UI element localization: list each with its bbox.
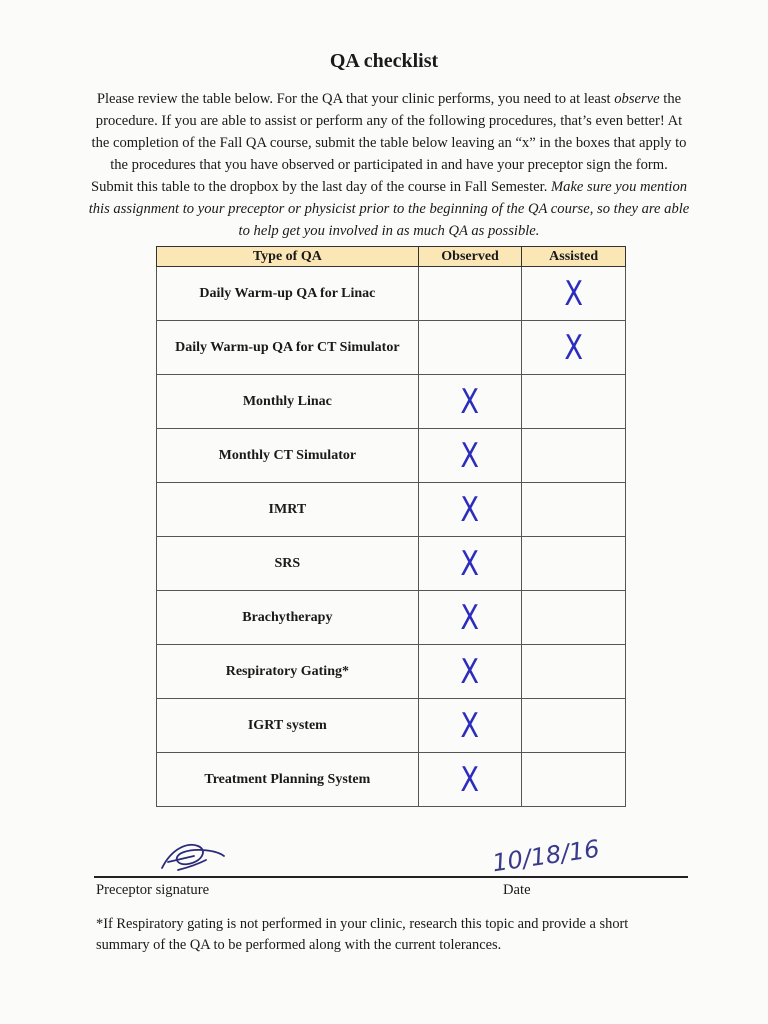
- page-title: QA checklist: [329, 50, 439, 72]
- table-row: [157, 375, 626, 429]
- qa-type-cell: Monthly Linac: [157, 375, 419, 429]
- qa-type-cell: Monthly CT Simulator: [157, 429, 419, 483]
- qa-type-cell: Brachytherapy: [157, 591, 419, 645]
- assisted-cell[interactable]: [522, 267, 626, 321]
- observed-cell[interactable]: [418, 429, 522, 483]
- qa-type-cell: Daily Warm-up QA for Linac: [157, 267, 419, 321]
- observed-x-mark: X: [460, 543, 480, 584]
- qa-table: [156, 246, 626, 807]
- qa-type-cell: Treatment Planning System: [157, 753, 419, 807]
- observed-x-mark: X: [460, 597, 480, 638]
- qa-type-cell: IMRT: [157, 483, 419, 537]
- assisted-cell[interactable]: [522, 537, 626, 591]
- observed-cell[interactable]: [418, 321, 522, 375]
- table-row: [157, 483, 626, 537]
- observed-x-mark: X: [460, 435, 480, 476]
- header-assisted: Assisted: [522, 247, 626, 267]
- header-type-of-qa: Type of QA: [157, 247, 419, 267]
- table-row: [157, 591, 626, 645]
- table-row: [157, 429, 626, 483]
- qa-type-cell: Respiratory Gating*: [157, 645, 419, 699]
- observed-x-mark: X: [460, 705, 480, 746]
- assisted-cell[interactable]: [522, 645, 626, 699]
- instructions-italic-note: Make sure you mention this assignment to your preceptor or physicist prior to the beginning of the QA course, so they are able to help get you involved in as much QA as possible.: [88, 179, 690, 239]
- preceptor-signature: [158, 838, 228, 874]
- table-header-row: [157, 247, 626, 267]
- observed-cell[interactable]: [418, 591, 522, 645]
- qa-type-cell: IGRT system: [157, 699, 419, 753]
- header-observed: Observed: [418, 247, 522, 267]
- observed-cell[interactable]: [418, 753, 522, 807]
- observed-cell[interactable]: [418, 267, 522, 321]
- observed-x-mark: X: [460, 759, 480, 800]
- assisted-cell[interactable]: [522, 753, 626, 807]
- assisted-x-mark: X: [564, 327, 583, 368]
- handwritten-date: 10/18/16: [490, 834, 602, 878]
- assisted-x-mark: X: [564, 273, 583, 314]
- observed-cell[interactable]: [418, 483, 522, 537]
- observed-x-mark: X: [460, 651, 480, 692]
- instructions-paragraph: [88, 88, 690, 242]
- assisted-cell[interactable]: [522, 321, 626, 375]
- assisted-cell[interactable]: [522, 483, 626, 537]
- instructions-text-2: the procedure. If you are able to assist or perform any of the following procedures, that’s even better! At the completion of the Fall QA course, submit the table below leaving an “x” in the boxes that apply to the procedures that you have observed or participated in and have your preceptor sign the form. Submit this table to the dropbox by the last day of the course in Fall Semester.: [90, 91, 687, 195]
- signature-line: [94, 876, 688, 878]
- table-row: [157, 321, 626, 375]
- observed-cell[interactable]: [418, 537, 522, 591]
- instructions-emphasis-observe: observe: [614, 91, 660, 107]
- qa-type-cell: Daily Warm-up QA for CT Simulator: [157, 321, 419, 375]
- table-row: [157, 699, 626, 753]
- qa-type-cell: SRS: [157, 537, 419, 591]
- assisted-cell[interactable]: [522, 375, 626, 429]
- assisted-cell[interactable]: [522, 699, 626, 753]
- observed-x-mark: X: [460, 381, 480, 422]
- observed-cell[interactable]: [418, 375, 522, 429]
- assisted-cell[interactable]: [522, 591, 626, 645]
- instructions-text-1: Please review the table below. For the QA that your clinic performs, you need to at least: [96, 91, 615, 107]
- observed-x-mark: X: [460, 489, 480, 530]
- table-row: [157, 267, 626, 321]
- table-row: [157, 753, 626, 807]
- date-label: Date: [503, 882, 531, 898]
- observed-cell[interactable]: [418, 645, 522, 699]
- observed-cell[interactable]: [418, 699, 522, 753]
- preceptor-signature-label: Preceptor signature: [96, 882, 210, 898]
- table-row: [157, 537, 626, 591]
- table-row: [157, 645, 626, 699]
- assisted-cell[interactable]: [522, 429, 626, 483]
- footnote: *If Respiratory gating is not performed in your clinic, research this topic and provide a short summary of the QA to be performed along with the current tolerances.: [96, 916, 629, 953]
